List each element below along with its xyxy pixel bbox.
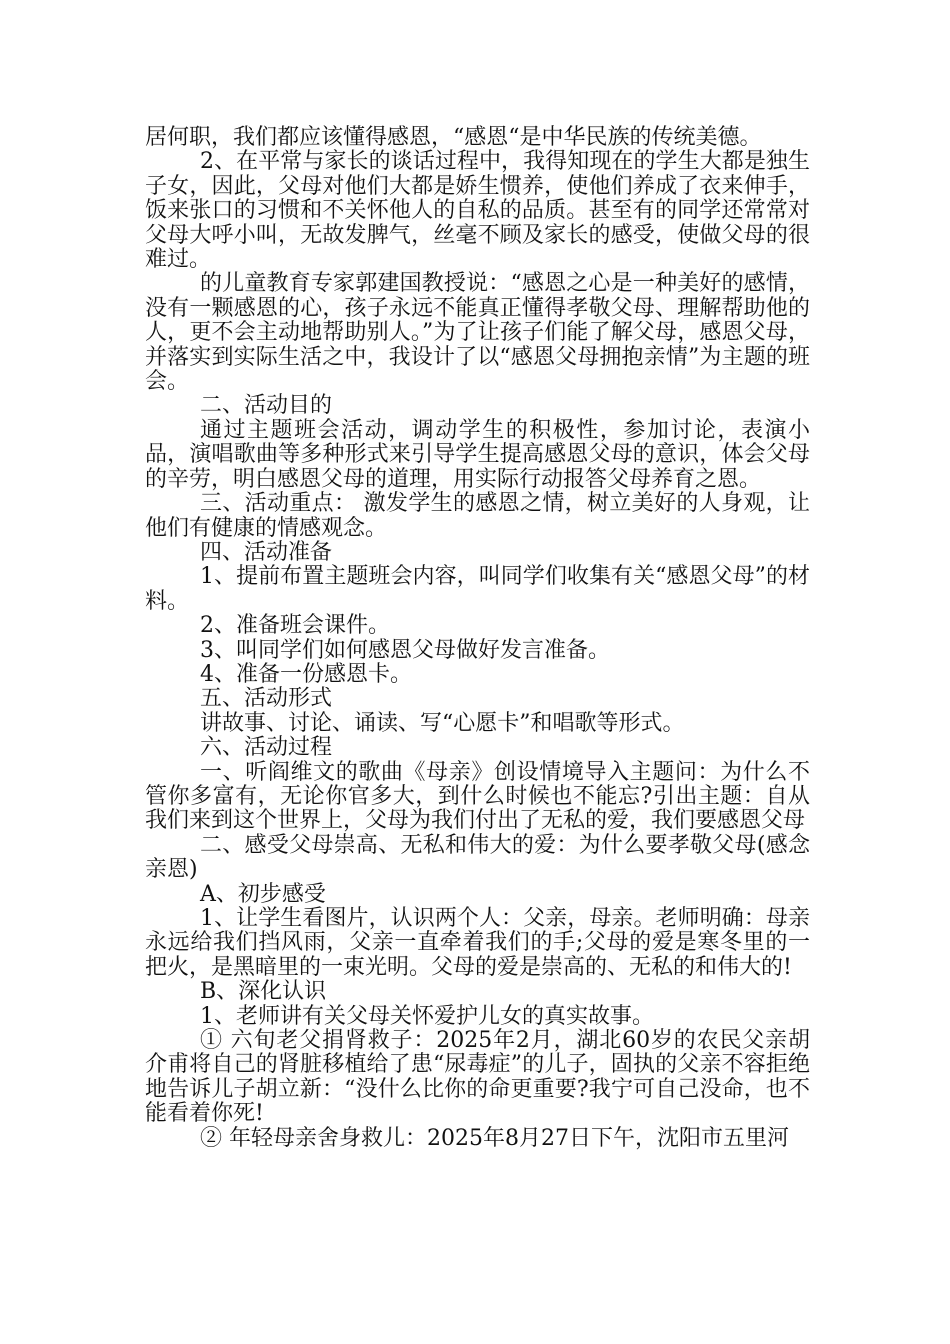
paragraph: 二、活动目的 <box>200 393 333 419</box>
document-page <box>145 126 810 1151</box>
paragraph: 1、提前布置主题班会内容，叫同学们收集有关“感恩父母”的材料。 <box>145 564 810 614</box>
paragraph: ② 年轻母亲舍身救儿：2025年8月27日下午，沈阳市五里河 <box>200 1125 789 1151</box>
paragraph: B、深化认识 <box>200 979 327 1005</box>
paragraph: 二、感受父母崇高、无私和伟大的爱：为什么要孝敬父母(感念亲恩) <box>145 832 810 883</box>
paragraph: 的儿童教育专家郭建国教授说：“感恩之心是一种美好的感情，没有一颗感恩的心，孩子永远不能真正懂得孝敬父母、理解帮助他的人，更不会主动地帮助别人。”为了让孩子们能了解父母，感恩父母，并落实到实际生活之中，我设计了以“感恩父母拥抱亲情”为主题的班会。 <box>145 271 810 395</box>
paragraph: 4、准备一份感恩卡。 <box>200 661 412 687</box>
paragraph: 1、老师讲有关父母关怀爱护儿女的真实故事。 <box>200 1003 654 1029</box>
paragraph: 2、准备班会课件。 <box>200 613 390 639</box>
paragraph: 五、活动形式 <box>200 686 333 712</box>
paragraph: 讲故事、讨论、诵读、写“心愿卡”和唱歌等形式。 <box>200 710 685 736</box>
paragraph: 四、活动准备 <box>200 539 333 565</box>
paragraph: 1、让学生看图片，认识两个人：父亲，母亲。老师明确：母亲永远给我们挡风雨，父亲一直牵着我们的手;父母的爱是寒冬里的一把火，是黑暗里的一束光明。父母的爱是崇高的、无私的和伟大的! <box>145 906 810 980</box>
paragraph: ① 六旬老父捐肾救子：2025年2月，湖北60岁的农民父亲胡介甫将自己的肾脏移植给了患“尿毒症”的儿子，固执的父亲不容拒绝地告诉儿子胡立新：“没什么比你的命更重要?我宁可自己没命，也不能看着你死! <box>145 1028 810 1127</box>
paragraph: 居何职，我们都应该懂得感恩，“感恩“是中华民族的传统美德。 <box>145 125 762 150</box>
paragraph: A、初步感受 <box>200 881 326 907</box>
paragraph: 三、活动重点： 激发学生的感恩之情，树立美好的人身观，让他们有健康的情感观念。 <box>145 491 810 541</box>
paragraph: 3、叫同学们如何感恩父母做好发言准备。 <box>200 637 610 663</box>
paragraph: 通过主题班会活动，调动学生的积极性，参加讨论，表演小品，演唱歌曲等多种形式来引导学生提高感恩父母的意识，体会父母的辛劳，明白感恩父母的道理，用实际行动报答父母养育之恩。 <box>145 417 810 492</box>
paragraph: 一、听阎维文的歌曲《母亲》创设情境导入主题问：为什么不管你多富有，无论你官多大，到什么时候也不能忘?引出主题：自从我们来到这个世界上，父母为我们付出了无私的爱，我们要感恩父母 <box>145 759 810 834</box>
paragraph: 六、活动过程 <box>200 735 333 761</box>
paragraph: 2、在平常与家长的谈话过程中，我得知现在的学生大都是独生子女，因此，父母对他们大都是娇生惯养，使他们养成了衣来伸手，饭来张口的习惯和不关怀他人的自私的品质。甚至有的同学还常常对父母大呼小叫，无故发脾气，丝毫不顾及家长的感受，使做父母的很难过。 <box>145 149 810 273</box>
